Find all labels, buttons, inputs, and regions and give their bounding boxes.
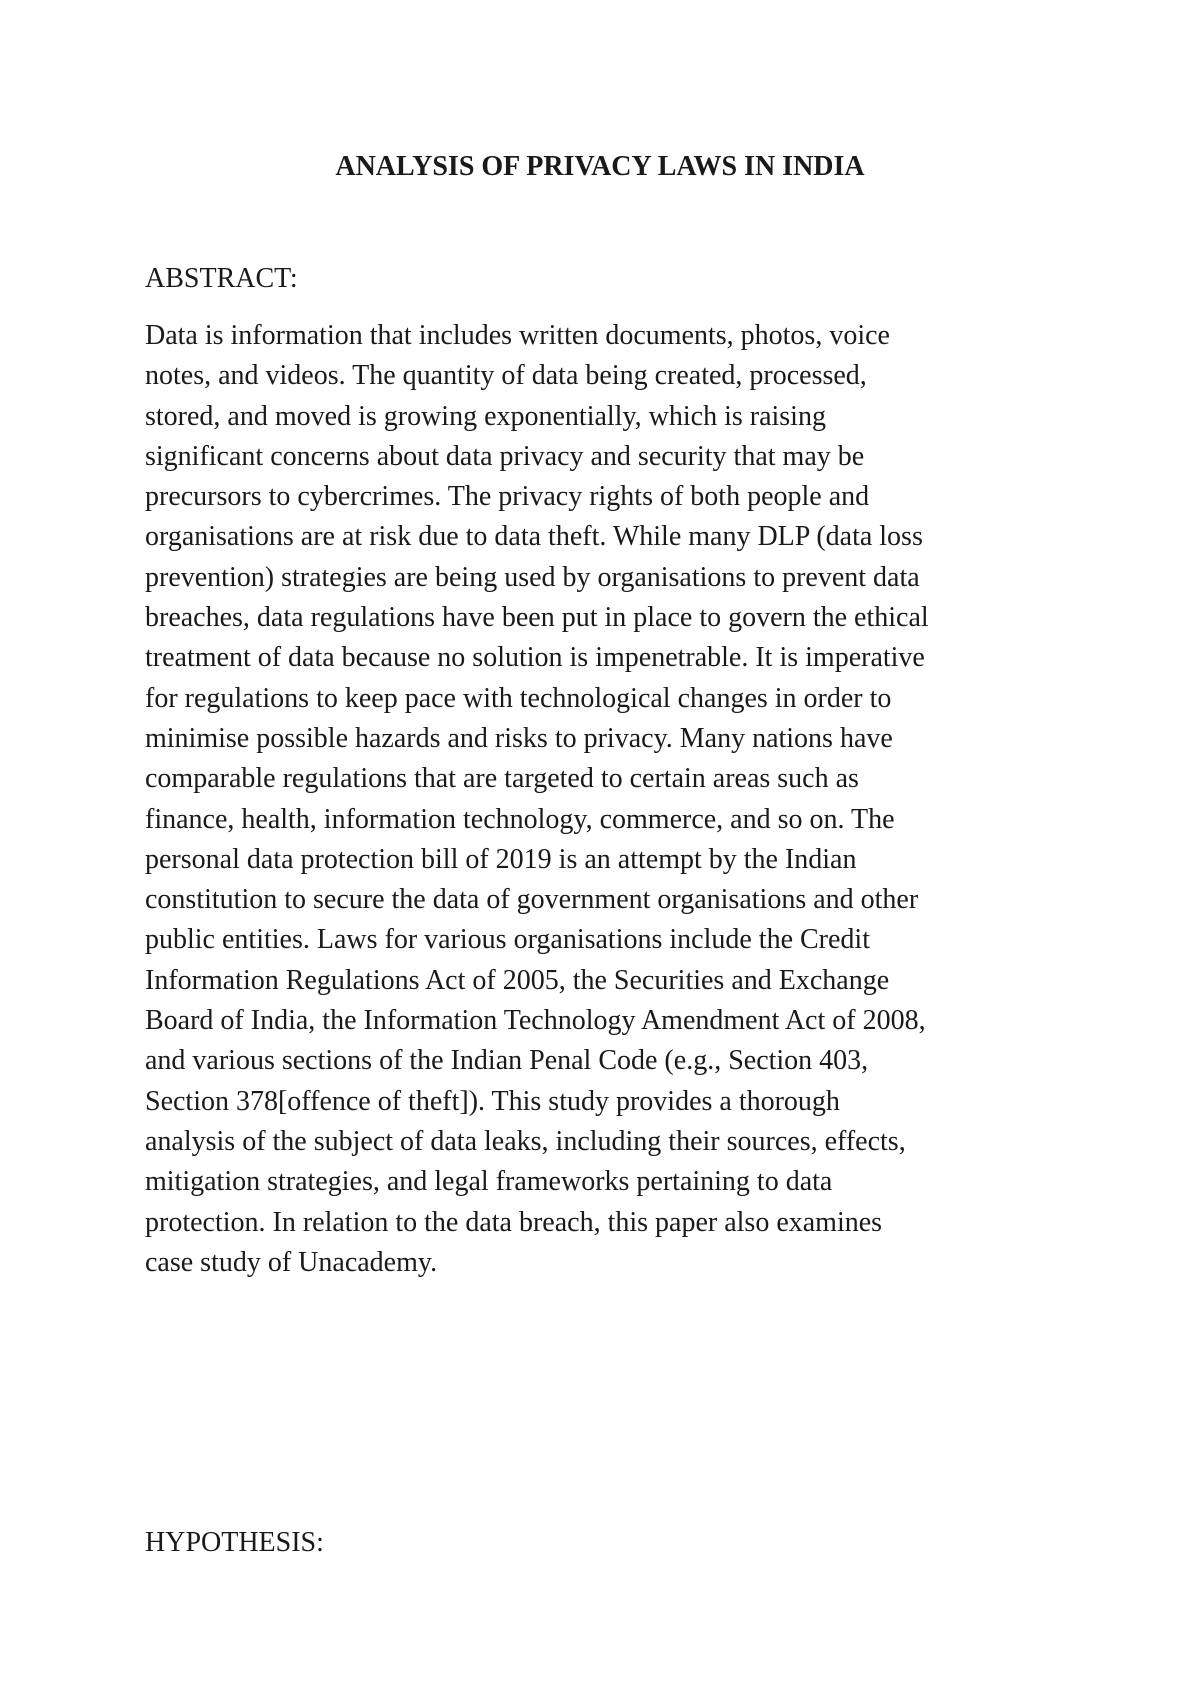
abstract-heading: ABSTRACT: (145, 263, 298, 294)
abstract-line: treatment of data because no solution is impenetrable. It is imperative (145, 642, 925, 674)
abstract-line: comparable regulations that are targeted to certain areas such as (145, 763, 859, 795)
abstract-line: case study of Unacademy. (145, 1246, 438, 1278)
abstract-paragraph (145, 316, 1075, 1283)
abstract-line: prevention) strategies are being used by organisations to prevent data (145, 561, 920, 593)
abstract-line: mitigation strategies, and legal frameworks pertaining to data (145, 1166, 833, 1198)
abstract-line: organisations are at risk due to data theft. While many DLP (data loss (145, 521, 923, 553)
abstract-line: Section 378[offence of theft]). This study provides a thorough (145, 1085, 840, 1117)
abstract-line: Information Regulations Act of 2005, the Securities and Exchange (145, 964, 890, 996)
abstract-line: for regulations to keep pace with technological changes in order to (145, 682, 892, 714)
abstract-line: significant concerns about data privacy and security that may be (145, 440, 865, 472)
abstract-line: public entities. Laws for various organisations include the Credit (145, 924, 870, 956)
abstract-line: personal data protection bill of 2019 is an attempt by the Indian (145, 843, 857, 875)
document-title: ANALYSIS OF PRIVACY LAWS IN INDIA (335, 151, 865, 182)
abstract-line: Data is information that includes written documents, photos, voice (145, 320, 890, 351)
abstract-line: precursors to cybercrimes. The privacy rights of both people and (145, 481, 870, 513)
hypothesis-heading: HYPOTHESIS: (145, 1527, 324, 1558)
abstract-line: and various sections of the Indian Penal Code (e.g., Section 403, (145, 1045, 869, 1077)
abstract-line: constitution to secure the data of government organisations and other (145, 884, 919, 916)
abstract-line: minimise possible hazards and risks to privacy. Many nations have (145, 722, 893, 754)
abstract-line: Board of India, the Information Technology Amendment Act of 2008, (145, 1005, 926, 1037)
abstract-line: breaches, data regulations have been put in place to govern the ethical (145, 602, 929, 634)
abstract-line: stored, and moved is growing exponentially, which is raising (145, 400, 826, 432)
abstract-line: notes, and videos. The quantity of data being created, processed, (145, 360, 867, 392)
abstract-line: analysis of the subject of data leaks, including their sources, effects, (145, 1125, 906, 1157)
abstract-line: protection. In relation to the data breach, this paper also examines (145, 1206, 883, 1238)
abstract-line: finance, health, information technology, commerce, and so on. The (145, 803, 895, 835)
